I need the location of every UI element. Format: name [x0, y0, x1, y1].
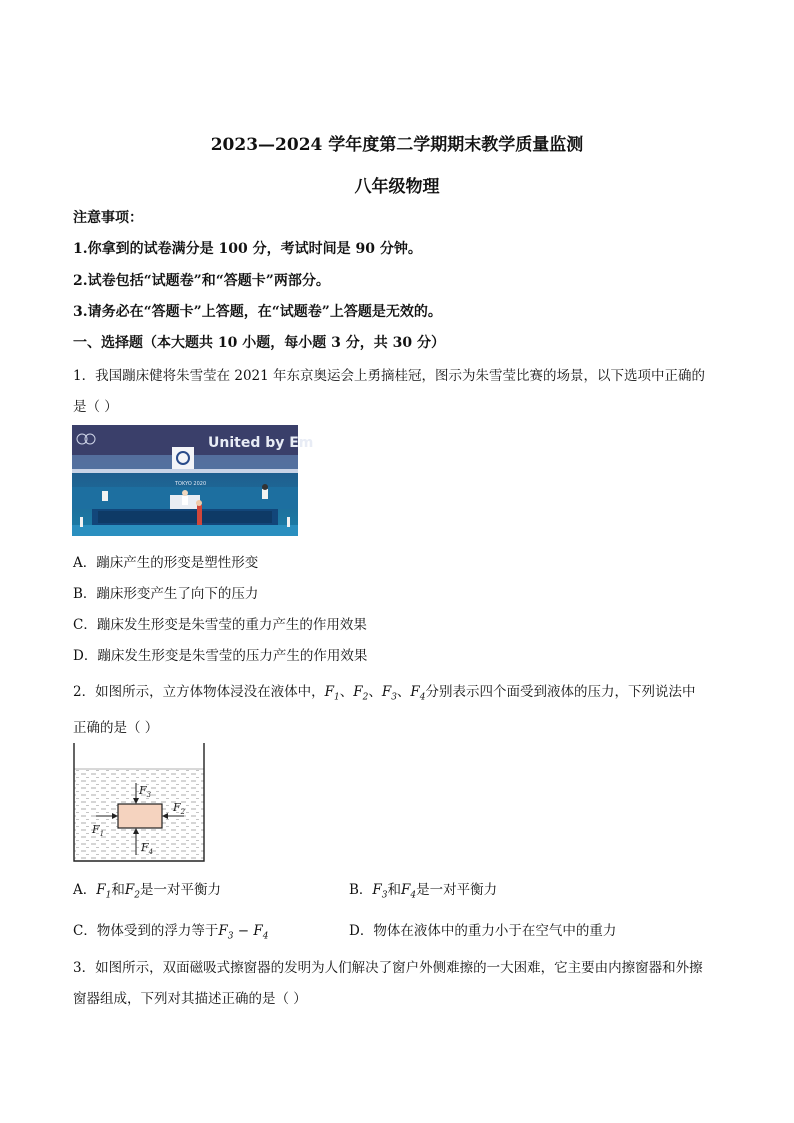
q2-option-a-prefix: A．	[73, 882, 97, 898]
note-item-1: 1.你拿到的试卷满分是 100 分，考试时间是 90 分钟。	[73, 241, 422, 257]
force-f3: $F_3$	[381, 684, 397, 703]
q2-option-b	[349, 878, 497, 901]
exam-subtitle: 八年级物理	[354, 177, 440, 197]
q1-option-d: D．蹦床发生形变是朱雪莹的压力产生的作用效果	[73, 648, 368, 664]
q1-stem-line2: 是（ ）	[73, 399, 118, 415]
q1-option-c: C．蹦床发生形变是朱雪莹的重力产生的作用效果	[73, 617, 367, 633]
q1-trampoline-photo	[72, 425, 314, 536]
q2-option-d: D．物体在液体中的重力小于在空气中的重力	[349, 923, 617, 939]
q2-cube-in-liquid-diagram	[70, 743, 210, 865]
q2-option-c	[73, 919, 268, 942]
photo-caption-text: TOKYO 2020	[175, 481, 207, 487]
q2-stem-line2: 正确的是（ ）	[73, 720, 159, 736]
note-item-2: 2.试卷包括“试题卷”和“答题卡”两部分。	[73, 273, 330, 289]
q2-opta-f2: $F_2$	[124, 882, 140, 901]
q3-stem-line2: 窗器组成，下列对其描述正确的是（ ）	[73, 991, 307, 1007]
q2-option-b-prefix: B．	[349, 882, 373, 898]
q2-sep-1: 、	[339, 684, 354, 700]
diagram-label-f1: $F_1$	[92, 823, 105, 838]
q2-option-c-prefix: C．物体受到的浮力等于	[73, 923, 219, 939]
notes-heading: 注意事项：	[73, 210, 143, 226]
diagram-label-f2: $F_2$	[173, 801, 186, 816]
note-item-3: 3.请务必在“答题卡”上答题，在“试题卷”上答题是无效的。	[73, 304, 442, 320]
q1-option-b: B．蹦床形变产生了向下的压力	[73, 586, 259, 602]
diagram-label-f3: $F_3$	[139, 784, 152, 799]
q2-optb-f4: $F_4$	[401, 882, 417, 901]
q2-sep-3: 、	[396, 684, 411, 700]
force-f1: $F_1$	[324, 684, 340, 703]
q2-sep-2: 、	[368, 684, 382, 700]
q2-option-a-suffix: 是一对平衡力	[139, 882, 221, 898]
section-heading: 一、选择题（本大题共 10 小题，每小题 3 分，共 30 分）	[73, 335, 445, 351]
q2-optc-f4: $F_4$	[253, 923, 269, 942]
q2-option-a-and: 和	[111, 882, 125, 898]
q2-option-b-and: 和	[387, 882, 402, 898]
force-f4: $F_4$	[410, 684, 426, 703]
exam-title: 2023—2024 学年度第二学期期末教学质量监测	[210, 135, 584, 155]
photo-banner-text: United by Em	[208, 435, 314, 451]
q1-stem-line1: 1．我国蹦床健将朱雪莹在 2021 年东京奥运会上勇摘桂冠，图示为朱雪莹比赛的场景，以下选项中正确的	[73, 368, 706, 384]
q2-optc-f3: $F_3$	[218, 923, 234, 942]
q2-stem-line1	[73, 680, 696, 703]
diagram-label-f4: $F_4$	[141, 841, 154, 856]
force-f2: $F_2$	[353, 684, 369, 703]
q2-stem-pre: 2．如图所示，立方体物体浸没在液体中，	[73, 684, 325, 700]
q2-stem-post: 分别表示四个面受到液体的压力，下列说法中	[425, 684, 696, 700]
q2-option-b-suffix: 是一对平衡力	[416, 882, 498, 898]
q2-option-c-minus: −	[233, 923, 254, 939]
q2-optb-f3: $F_3$	[372, 882, 388, 901]
q2-option-a	[73, 878, 221, 901]
q1-option-a: A．蹦床产生的形变是塑性形变	[73, 555, 259, 571]
q3-stem-line1: 3．如图所示，双面磁吸式擦窗器的发明为人们解决了窗户外侧难擦的一大困难，它主要由内擦窗器和外擦	[73, 960, 703, 976]
q2-opta-f1: $F_1$	[96, 882, 112, 901]
